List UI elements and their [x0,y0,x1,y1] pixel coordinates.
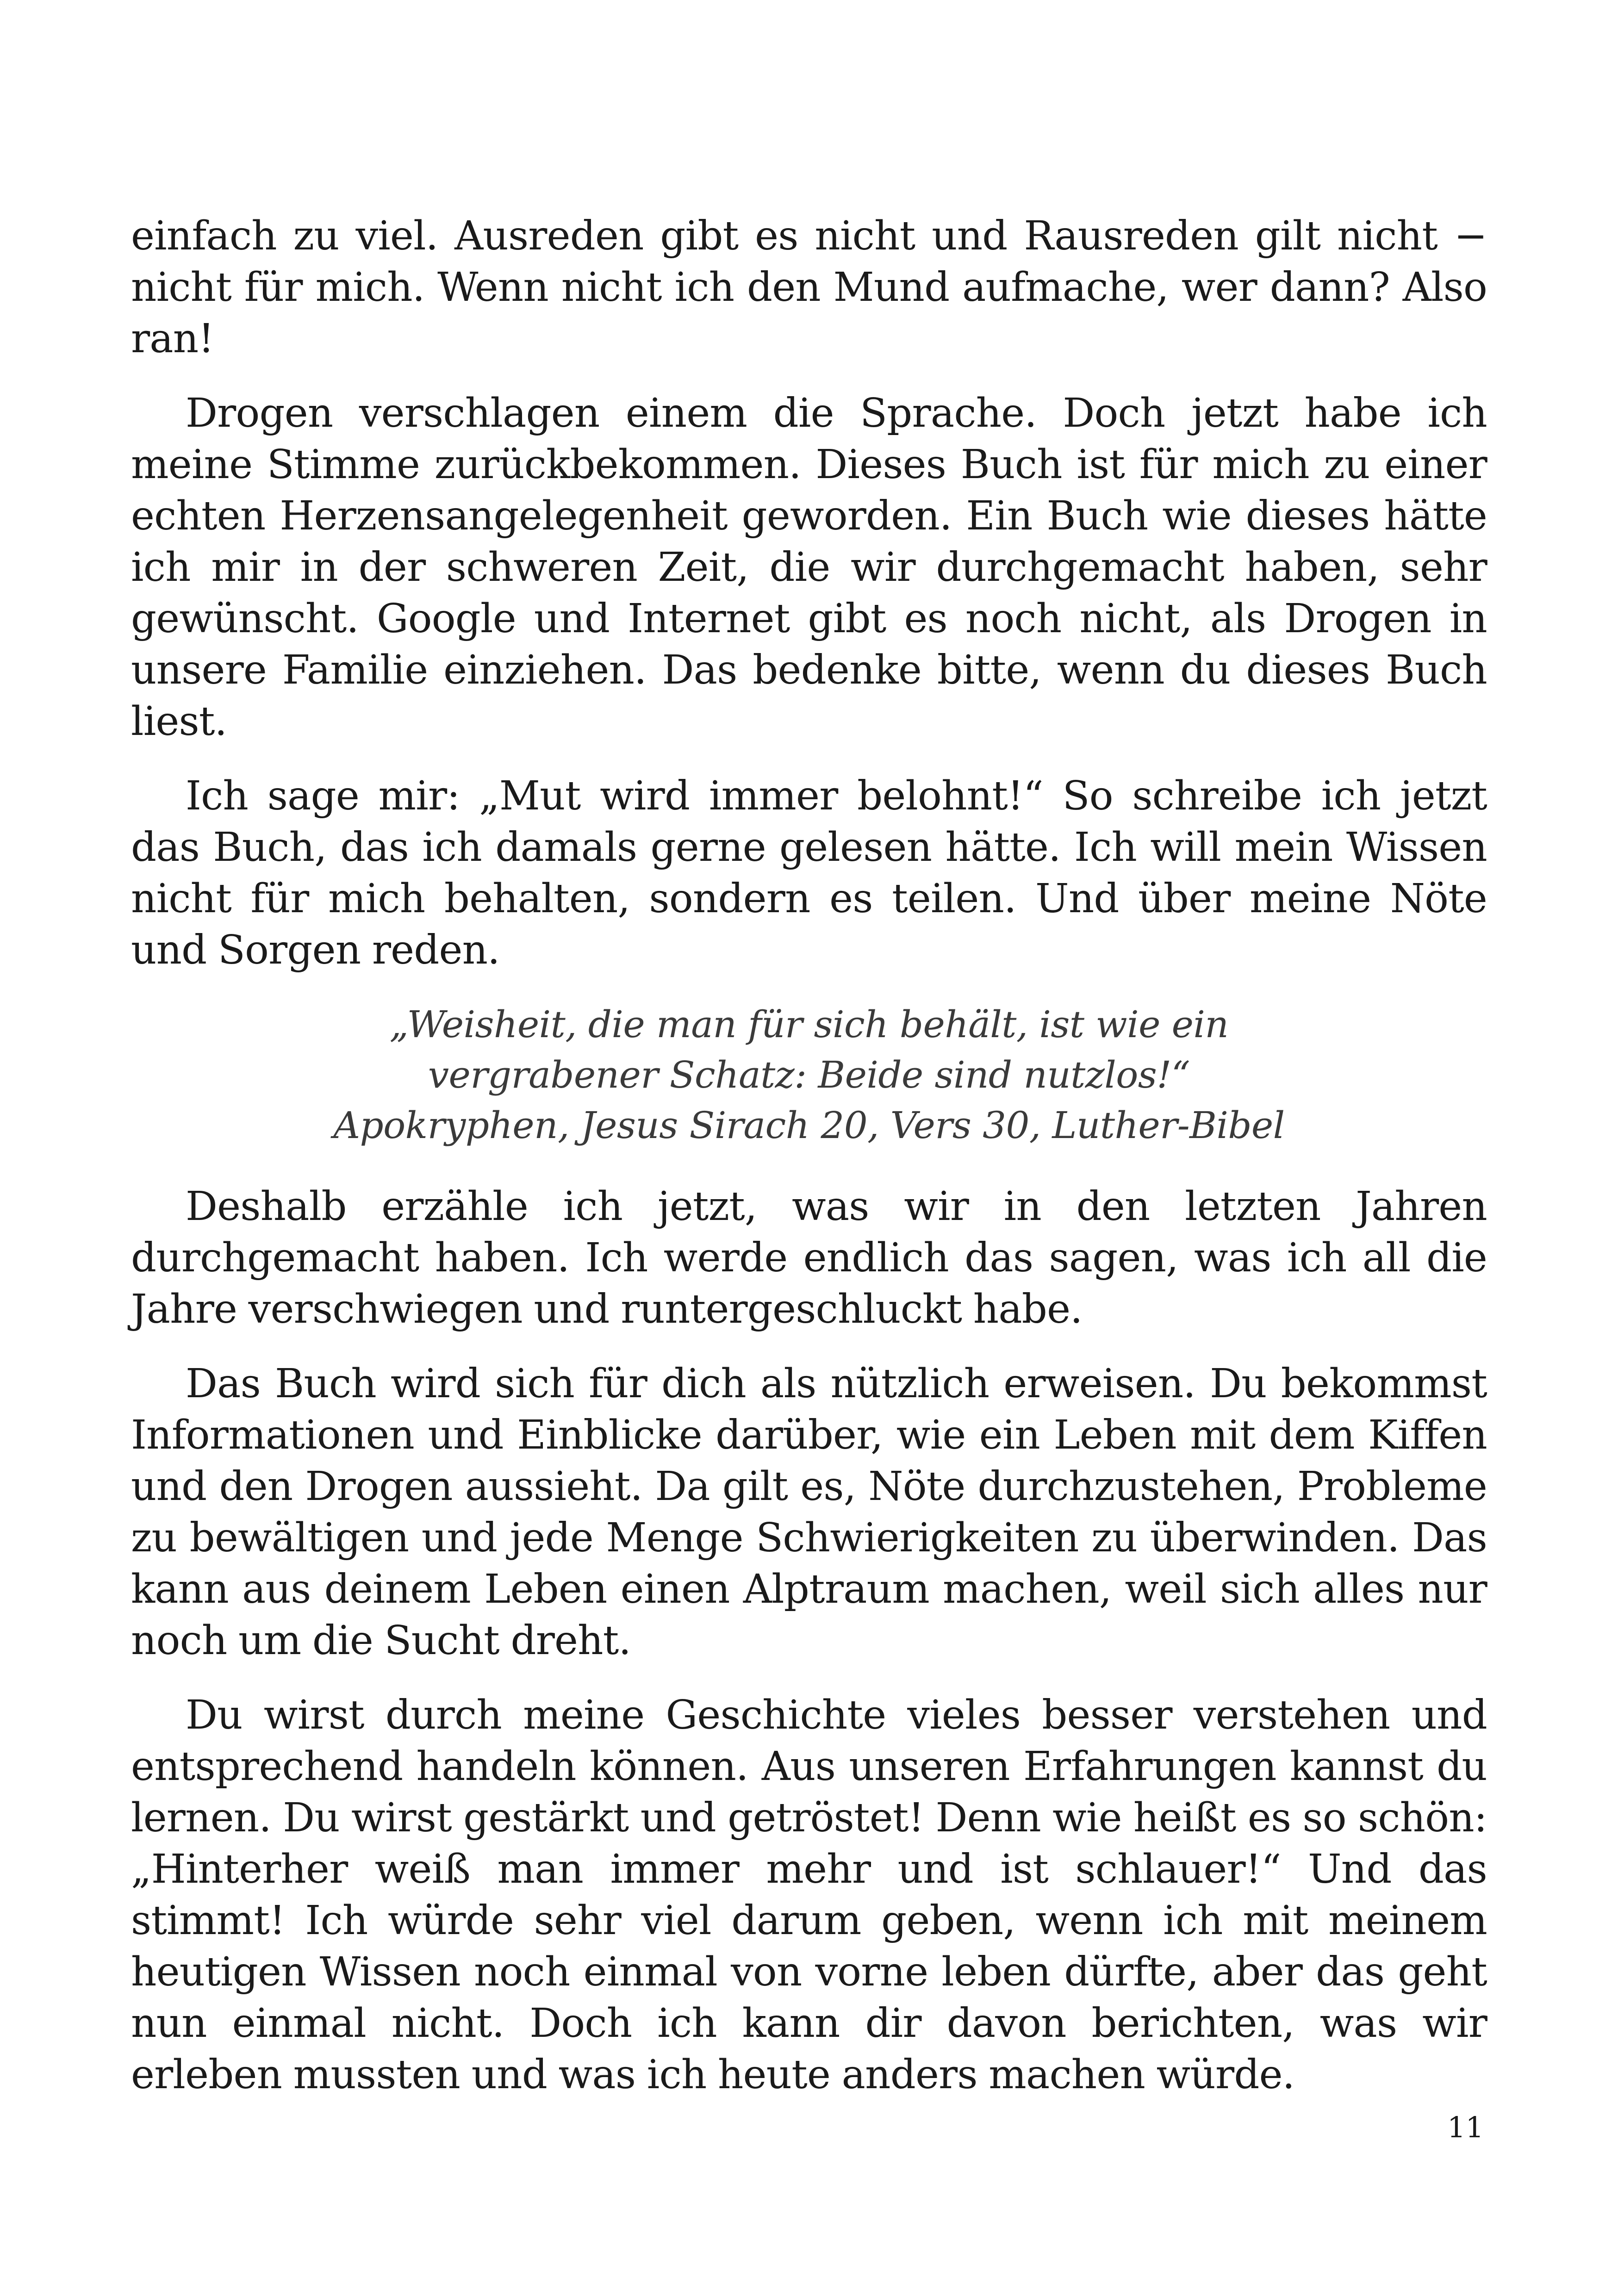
paragraph-useful: Das Buch wird sich für dich als nützlich erweisen. Du bekommst Informationen und Einblicke darüber, wie ein Leben mit dem Kiffen und den Drogen aussieht. Da gilt es, Nöte durchzustehen, Probleme zu bewältigen und jede Menge Schwierigkeiten zu überwinden. Das kann aus deinem Leben einen Alptraum machen, weil sich alles nur noch um die Sucht dreht. [131,1361,1487,1664]
epigraph-quote [131,999,1487,1151]
paragraph-drugs-language: Drogen verschlagen einem die Sprache. Doch jetzt habe ich meine Stimme zurückbekommen. Dieses Buch ist für mich zu einer echten Herzensangelegenheit geworden. Ein Buch wie dieses hätte ich mir in der schweren Zeit, die wir durchgemacht haben, sehr gewünscht. Google und Internet gibt es noch nicht, als Drogen in unsere Familie einziehen. Das bedenke bitte, wenn du dieses Buch liest. [131,390,1487,745]
paragraph-telling: Deshalb erzähle ich jetzt, was wir in den letzten Jahren durchgemacht haben. Ich werde endlich das sagen, was ich all die Jahre verschwiegen und runtergeschluckt habe. [131,1183,1487,1332]
paragraph-story: Du wirst durch meine Geschichte vieles besser verstehen und entsprechend handeln können. Aus unseren Erfahrungen kannst du lernen. Du wirst gestärkt und getröstet! Denn wie heißt es so schön: „Hinterher weiß man immer mehr und ist schlauer!“ Und das stimmt! Ich würde sehr viel darum geben, wenn ich mit meinem heutigen Wissen noch einmal von vorne leben dürfte, aber das geht nun einmal nicht. Doch ich kann dir davon berichten, was wir erleben mussten und was ich heute anders machen würde. [131,1692,1487,2098]
page-number: 11 [1447,2110,1484,2144]
quote-source: Apokryphen, Jesus Sirach 20, Vers 30, Luther-Bibel [333,1104,1285,1147]
paragraph-courage: Ich sage mir: „Mut wird immer belohnt!“ So schreibe ich jetzt das Buch, das ich damals gerne gelesen hätte. Ich will mein Wissen nicht für mich behalten, sondern es teilen. Und über meine Nöte und Sorgen reden. [131,773,1487,973]
quote-line-1: „Weisheit, die man für sich behält, ist wie ein [389,1003,1229,1046]
paragraph-continuation: einfach zu viel. Ausreden gibt es nicht und Rausreden gilt nicht − nicht für mich. Wenn nicht ich den Mund aufmache, wer dann? Also ran! [131,213,1487,362]
quote-line-2: vergrabener Schatz: Beide sind nutzlos!“ [428,1053,1190,1096]
body-text [131,211,1487,2124]
